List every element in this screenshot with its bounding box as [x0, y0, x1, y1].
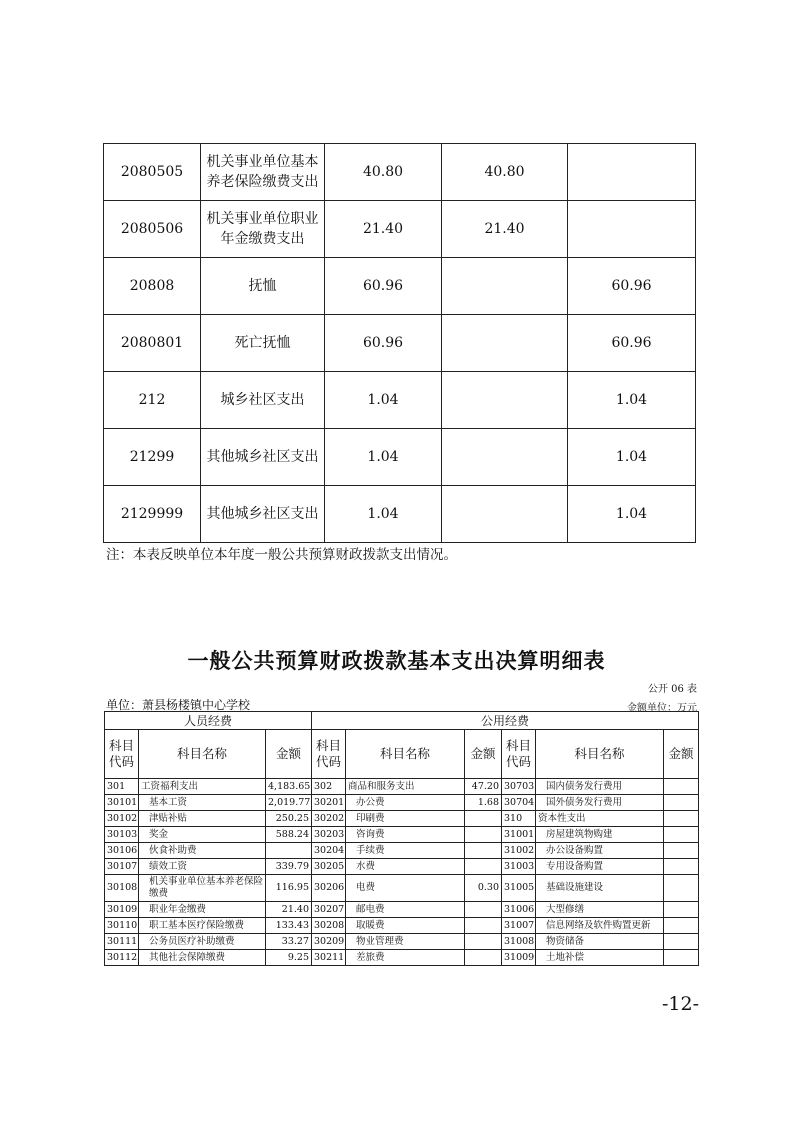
basic-amount: 21.40 [442, 201, 568, 258]
total-amount: 1.04 [325, 429, 442, 486]
capital-code: 31007 [502, 918, 536, 934]
public-code: 30207 [312, 902, 346, 918]
personnel-amount [266, 843, 312, 859]
personnel-name: 公务员医疗补助缴费 [139, 934, 266, 950]
personnel-code: 30101 [105, 795, 139, 811]
capital-amount [664, 843, 699, 859]
public-code: 30206 [312, 875, 346, 902]
capital-code: 31009 [502, 950, 536, 966]
capital-code: 30703 [502, 779, 536, 795]
total-amount: 60.96 [325, 315, 442, 372]
unit-name: 萧县杨楼镇中心学校 [142, 698, 251, 712]
subject-name: 其他城乡社区支出 [201, 486, 325, 543]
capital-code: 31005 [502, 875, 536, 902]
basic-expenditure-detail-table [104, 711, 699, 966]
personnel-code: 30110 [105, 918, 139, 934]
capital-code: 31002 [502, 843, 536, 859]
capital-name: 大型修缮 [536, 902, 664, 918]
public-name: 印刷费 [346, 811, 465, 827]
group-header-row [105, 712, 699, 730]
public-amount [465, 843, 502, 859]
public-amount [465, 811, 502, 827]
col-name-header: 科目名称 [139, 730, 266, 779]
public-code: 30201 [312, 795, 346, 811]
table-row [105, 950, 699, 966]
table-row [105, 827, 699, 843]
group-personnel: 人员经费 [105, 712, 312, 730]
capital-amount [664, 950, 699, 966]
public-code: 30203 [312, 827, 346, 843]
personnel-amount: 116.95 [266, 875, 312, 902]
capital-name: 物资储备 [536, 934, 664, 950]
public-code: 30205 [312, 859, 346, 875]
table-row [104, 144, 696, 201]
subject-code: 212 [104, 372, 201, 429]
subject-name: 死亡抚恤 [201, 315, 325, 372]
subject-name: 城乡社区支出 [201, 372, 325, 429]
subject-code: 20808 [104, 258, 201, 315]
personnel-name: 基本工资 [139, 795, 266, 811]
table-row [104, 486, 696, 543]
table-row [105, 934, 699, 950]
personnel-code: 30108 [105, 875, 139, 902]
capital-name: 房屋建筑物购建 [536, 827, 664, 843]
personnel-code: 30109 [105, 902, 139, 918]
capital-name: 资本性支出 [536, 811, 664, 827]
column-header-row [105, 730, 699, 779]
personnel-name: 绩效工资 [139, 859, 266, 875]
personnel-amount: 2,019.77 [266, 795, 312, 811]
public-code: 30202 [312, 811, 346, 827]
personnel-name: 奖金 [139, 827, 266, 843]
personnel-name: 职工基本医疗保险缴费 [139, 918, 266, 934]
page-number: -12- [661, 993, 699, 1015]
public-amount [465, 827, 502, 843]
group-public: 公用经费 [312, 712, 699, 730]
table-row [105, 859, 699, 875]
capital-amount [664, 918, 699, 934]
public-amount: 47.20 [465, 779, 502, 795]
table-number: 公开 06 表 [647, 684, 697, 695]
public-amount: 0.30 [465, 875, 502, 902]
personnel-name: 机关事业单位基本养老保险缴费 [139, 875, 266, 902]
public-code: 302 [312, 779, 346, 795]
personnel-name: 工资福利支出 [139, 779, 266, 795]
table-row [104, 201, 696, 258]
public-amount [465, 902, 502, 918]
col-amount-header: 金额 [266, 730, 312, 779]
table-row [104, 258, 696, 315]
capital-name: 信息网络及软件购置更新 [536, 918, 664, 934]
public-amount: 1.68 [465, 795, 502, 811]
col-amount-header: 金额 [664, 730, 699, 779]
public-name: 办公费 [346, 795, 465, 811]
col-code-header: 科目代码 [105, 730, 139, 779]
personnel-code: 30111 [105, 934, 139, 950]
public-name: 手续费 [346, 843, 465, 859]
subject-code: 2080505 [104, 144, 201, 201]
table-row [105, 918, 699, 934]
personnel-amount: 33.27 [266, 934, 312, 950]
table-row [104, 429, 696, 486]
personnel-code: 301 [105, 779, 139, 795]
project-amount: 1.04 [568, 372, 696, 429]
project-amount: 60.96 [568, 315, 696, 372]
basic-amount [442, 429, 568, 486]
subject-name: 机关事业单位职业年金缴费支出 [201, 201, 325, 258]
personnel-amount: 133.43 [266, 918, 312, 934]
public-name: 商品和服务支出 [346, 779, 465, 795]
table-row [104, 315, 696, 372]
public-amount [465, 934, 502, 950]
public-amount [465, 859, 502, 875]
personnel-amount: 250.25 [266, 811, 312, 827]
project-amount [568, 201, 696, 258]
total-amount: 1.04 [325, 372, 442, 429]
total-amount: 21.40 [325, 201, 442, 258]
capital-amount [664, 934, 699, 950]
subject-code: 2080801 [104, 315, 201, 372]
col-name-header: 科目名称 [346, 730, 465, 779]
basic-amount [442, 372, 568, 429]
personnel-name: 伙食补助费 [139, 843, 266, 859]
basic-amount [442, 315, 568, 372]
personnel-amount: 21.40 [266, 902, 312, 918]
capital-name: 办公设备购置 [536, 843, 664, 859]
capital-code: 31008 [502, 934, 536, 950]
capital-name: 基础设施建设 [536, 875, 664, 902]
personnel-code: 30107 [105, 859, 139, 875]
col-code-header: 科目代码 [312, 730, 346, 779]
basic-amount [442, 486, 568, 543]
table-row [105, 902, 699, 918]
capital-name: 国内债务发行费用 [536, 779, 664, 795]
capital-amount [664, 827, 699, 843]
public-code: 30209 [312, 934, 346, 950]
subject-name: 其他城乡社区支出 [201, 429, 325, 486]
personnel-name: 津贴补贴 [139, 811, 266, 827]
capital-amount [664, 795, 699, 811]
public-code: 30208 [312, 918, 346, 934]
capital-name: 国外债务发行费用 [536, 795, 664, 811]
project-amount [568, 144, 696, 201]
public-name: 电费 [346, 875, 465, 902]
table-row [105, 843, 699, 859]
capital-name: 专用设备购置 [536, 859, 664, 875]
capital-code: 31001 [502, 827, 536, 843]
total-amount: 60.96 [325, 258, 442, 315]
personnel-name: 其他社会保障缴费 [139, 950, 266, 966]
table-row [105, 875, 699, 902]
public-name: 差旅费 [346, 950, 465, 966]
total-amount: 40.80 [325, 144, 442, 201]
unit-label: 单位： [106, 698, 143, 712]
project-amount: 1.04 [568, 486, 696, 543]
personnel-amount: 588.24 [266, 827, 312, 843]
capital-amount [664, 779, 699, 795]
basic-amount: 40.80 [442, 144, 568, 201]
public-name: 物业管理费 [346, 934, 465, 950]
table-row [105, 795, 699, 811]
public-name: 咨询费 [346, 827, 465, 843]
table-row [104, 372, 696, 429]
capital-code: 31006 [502, 902, 536, 918]
public-code: 30204 [312, 843, 346, 859]
public-amount [465, 918, 502, 934]
subject-name: 机关事业单位基本养老保险缴费支出 [201, 144, 325, 201]
project-amount: 1.04 [568, 429, 696, 486]
subject-code: 21299 [104, 429, 201, 486]
amount-unit: 金额单位：万元 [627, 703, 697, 714]
subject-code: 2080506 [104, 201, 201, 258]
personnel-code: 30102 [105, 811, 139, 827]
capital-name: 土地补偿 [536, 950, 664, 966]
public-amount [465, 950, 502, 966]
public-code: 30211 [312, 950, 346, 966]
subject-code: 2129999 [104, 486, 201, 543]
total-amount: 1.04 [325, 486, 442, 543]
col-code-header: 科目代码 [502, 730, 536, 779]
personnel-code: 30103 [105, 827, 139, 843]
personnel-name: 职业年金缴费 [139, 902, 266, 918]
project-amount: 60.96 [568, 258, 696, 315]
capital-amount [664, 859, 699, 875]
capital-amount [664, 875, 699, 902]
personnel-code: 30106 [105, 843, 139, 859]
col-name-header: 科目名称 [536, 730, 664, 779]
personnel-amount: 9.25 [266, 950, 312, 966]
subject-name: 抚恤 [201, 258, 325, 315]
table-note: 注：本表反映单位本年度一般公共预算财政拨款支出情况。 [106, 547, 457, 563]
capital-amount [664, 811, 699, 827]
personnel-code: 30112 [105, 950, 139, 966]
capital-code: 31003 [502, 859, 536, 875]
basic-amount [442, 258, 568, 315]
table-row [105, 779, 699, 795]
col-amount-header: 金额 [465, 730, 502, 779]
capital-amount [664, 902, 699, 918]
section-title: 一般公共预算财政拨款基本支出决算明细表 [187, 649, 606, 673]
personnel-amount: 4,183.65 [266, 779, 312, 795]
public-name: 水费 [346, 859, 465, 875]
capital-code: 310 [502, 811, 536, 827]
personnel-amount: 339.79 [266, 859, 312, 875]
capital-code: 30704 [502, 795, 536, 811]
public-name: 取暖费 [346, 918, 465, 934]
table-row [105, 811, 699, 827]
expenditure-table-continued [103, 143, 696, 543]
public-name: 邮电费 [346, 902, 465, 918]
